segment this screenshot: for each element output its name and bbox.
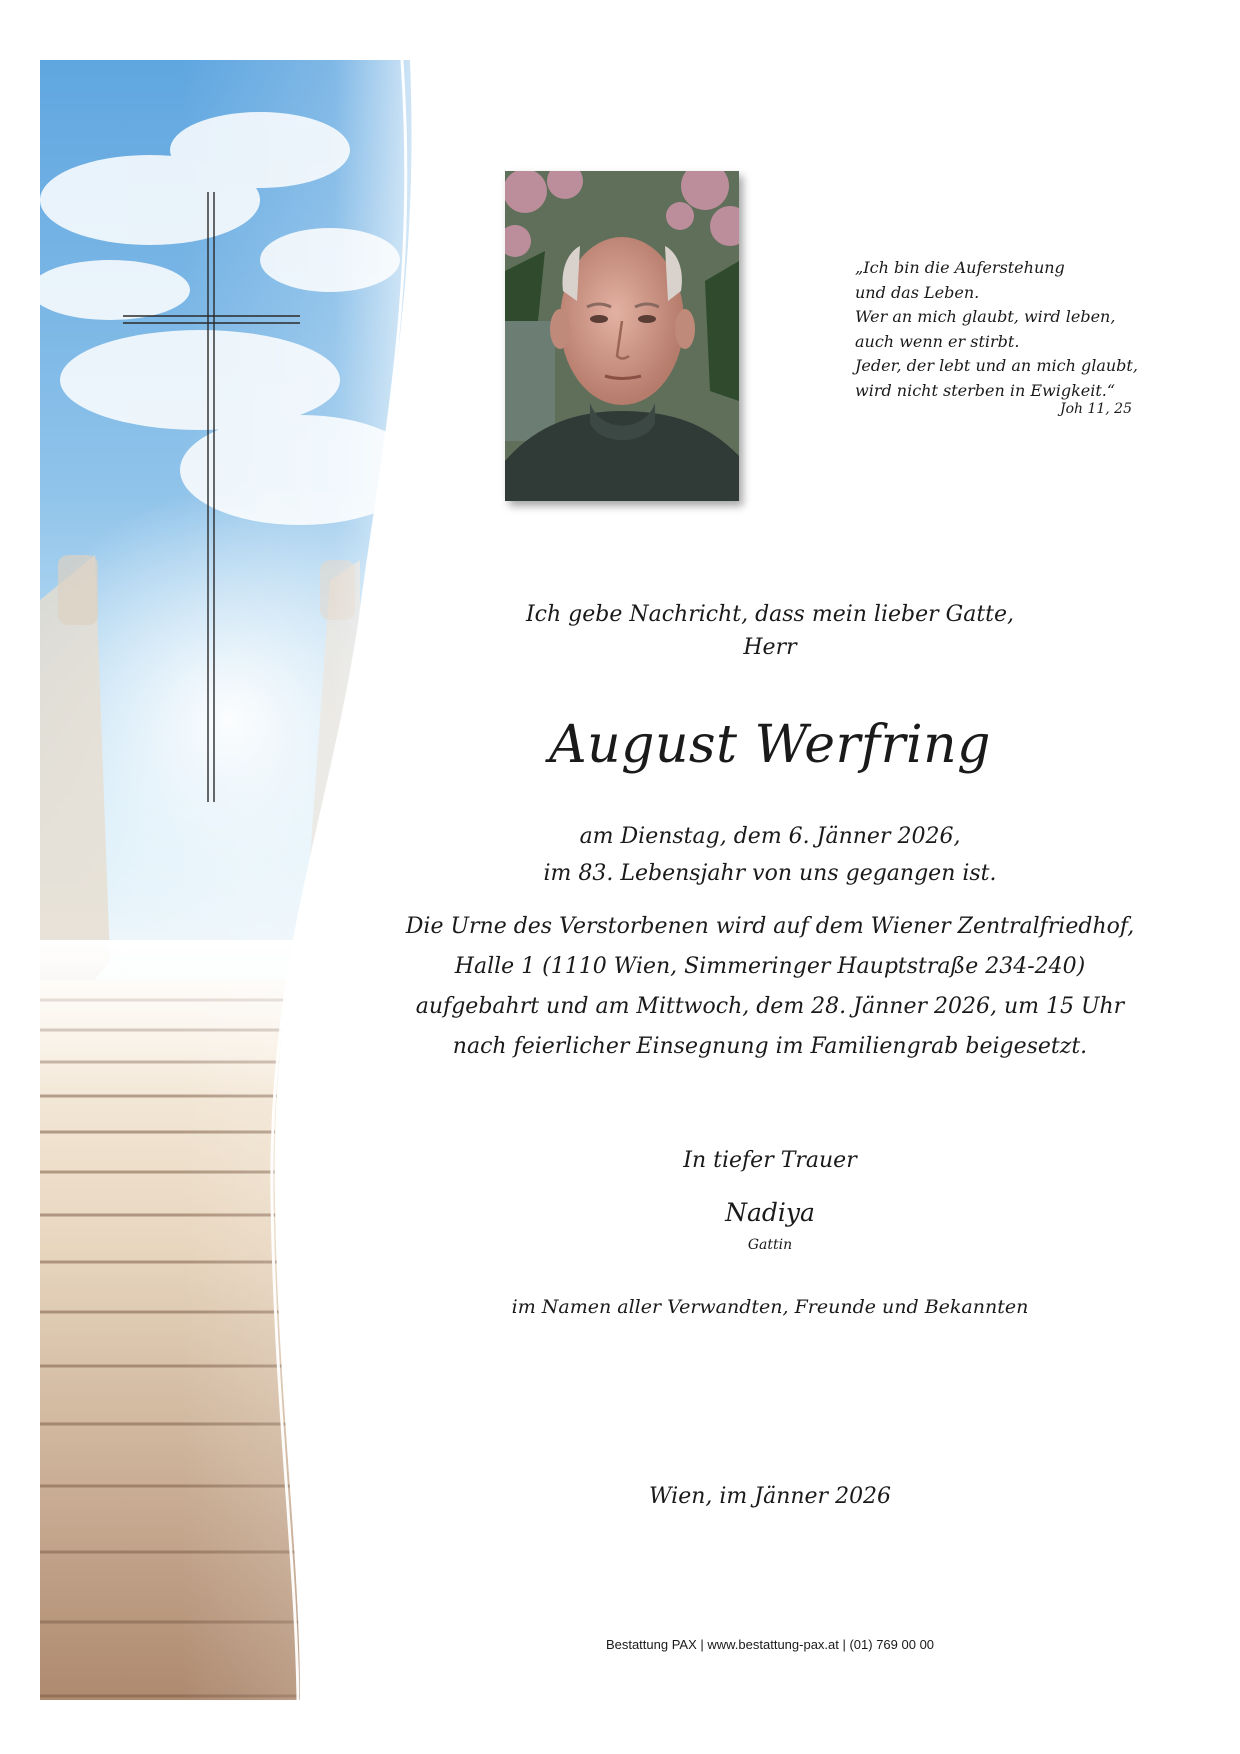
quote-line: wird nicht sterben in Ewigkeit.“ <box>855 380 1116 400</box>
place-date: Wien, im Jänner 2026 <box>648 1484 892 1509</box>
quote-line: auch wenn er stirbt. <box>855 331 1020 351</box>
ceremony-line: Halle 1 (1110 Wien, Simmeringer Hauptstraße 234-240) <box>454 954 1086 979</box>
mourner-relation: Gattin <box>747 1237 793 1253</box>
intro-title: Herr <box>743 635 797 660</box>
ceremony-details <box>380 907 1160 1067</box>
death-notice <box>380 818 1160 892</box>
mourning-heading: In tiefer Trauer <box>683 1148 857 1173</box>
family-line: im Namen aller Verwandten, Freunde und Bekannten <box>511 1296 1029 1318</box>
ceremony-line: nach feierlicher Einsegnung im Familiengrab beigesetzt. <box>452 1034 1088 1059</box>
death-date: am Dienstag, dem 6. Jänner 2026, <box>579 824 961 849</box>
quote-line: Jeder, der lebt und an mich glaubt, <box>855 356 1138 375</box>
death-age: im 83. Lebensjahr von uns gegangen ist. <box>543 861 997 886</box>
bible-quote <box>855 256 1155 403</box>
mourner-name: Nadiya <box>725 1198 815 1227</box>
funeral-home-footer: Bestattung PAX | www.bestattung-pax.at | (01) 769 00 00 <box>605 1637 935 1652</box>
portrait-photo <box>505 171 739 501</box>
quote-source: Joh 11, 25 <box>1059 401 1132 417</box>
quote-line: „Ich bin die Auferstehung <box>855 258 1065 277</box>
deceased-name: August Werfring <box>549 715 991 775</box>
ceremony-line: Die Urne des Verstorbenen wird auf dem Wiener Zentralfriedhof, <box>405 914 1135 939</box>
quote-line: Wer an mich glaubt, wird leben, <box>855 307 1116 326</box>
quote-line: und das Leben. <box>855 282 980 302</box>
intro-line: Ich gebe Nachricht, dass mein lieber Gatte, <box>525 602 1015 627</box>
ceremony-line: aufgebahrt und am Mittwoch, dem 28. Jänner 2026, um 15 Uhr <box>415 994 1125 1019</box>
intro-text <box>380 598 1160 664</box>
